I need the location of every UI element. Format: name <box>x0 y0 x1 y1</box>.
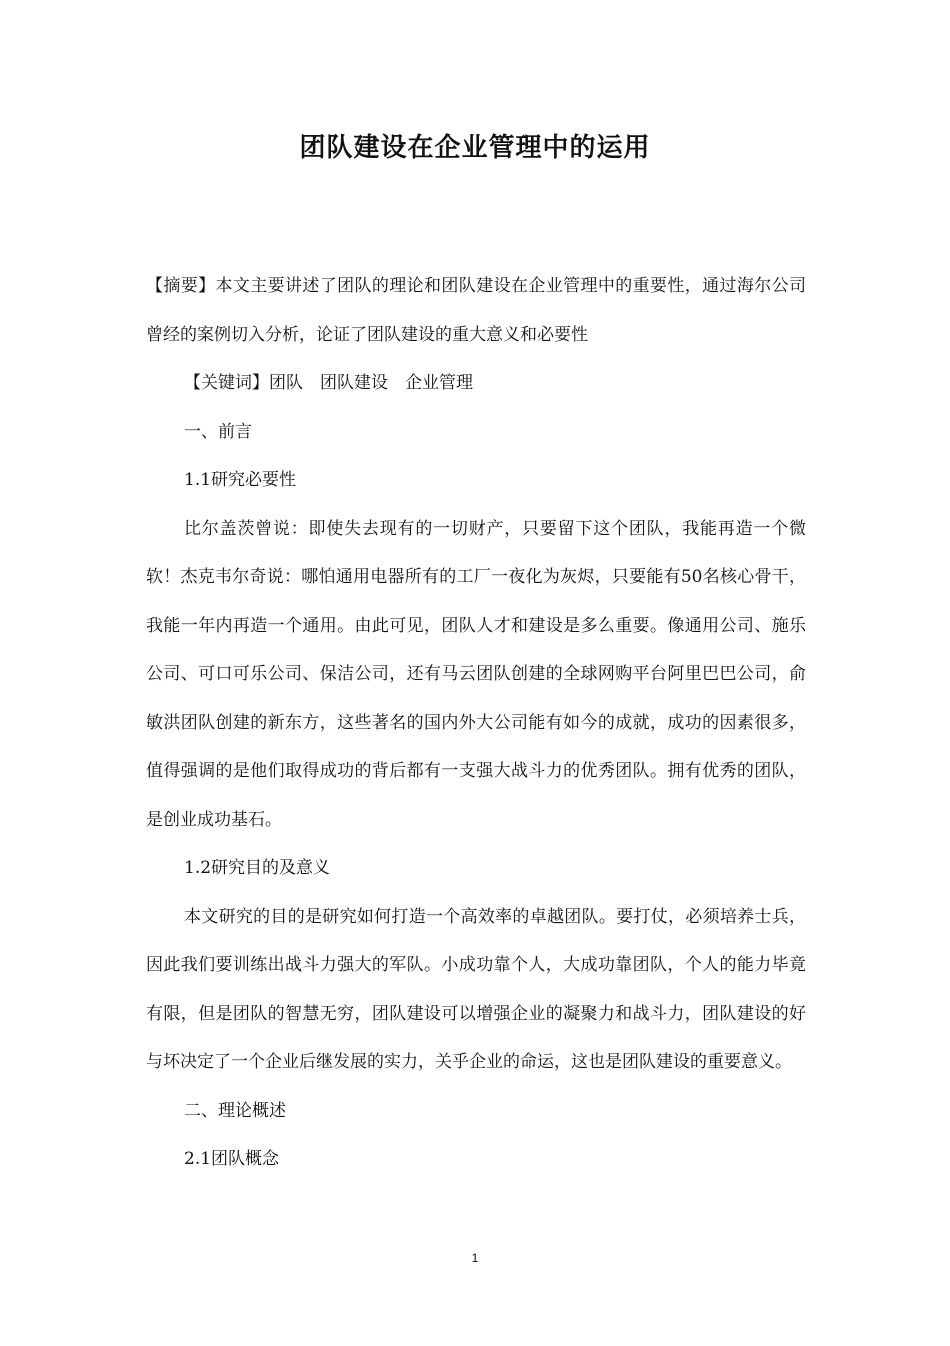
document-body <box>146 262 806 1184</box>
document-title: 团队建设在企业管理中的运用 <box>299 133 651 163</box>
section-heading-theory-overview: 二、理论概述 <box>184 1100 286 1121</box>
abstract-paragraph: 【摘要】本文主要讲述了团队的理论和团队建设在企业管理中的重要性，通过海尔公司曾经的案例切入分析，论证了团队建设的重大意义和必要性 <box>146 276 806 345</box>
subsection-heading-team-concept: 2.1团队概念 <box>184 1149 280 1169</box>
research-necessity-paragraph: 比尔盖茨曾说：即使失去现有的一切财产，只要留下这个团队，我能再造一个微软！杰克韦尔奇说：哪怕通用电器所有的工厂一夜化为灰烬，只要能有50名核心骨干，我能一年内再造一个通用。由此可见，团队人才和建设是多么重要。像通用公司、施乐公司、可口可乐公司、保洁公司，还有马云团队创建的全球网购平台阿里巴巴公司，俞敏洪团队创建的新东方，这些著名的国内外大公司能有如今的成就，成功的因素很多，值得强调的是他们取得成功的背后都有一支强大战斗力的优秀团队。拥有优秀的团队，是创业成功基石。 <box>146 518 806 830</box>
section-heading-introduction: 一、前言 <box>184 421 252 442</box>
subsection-heading-research-purpose: 1.2研究目的及意义 <box>184 858 331 878</box>
subsection-heading-research-necessity: 1.1研究必要性 <box>184 470 297 490</box>
research-purpose-paragraph: 本文研究的目的是研究如何打造一个高效率的卓越团队。要打仗，必须培养士兵，因此我们要训练出战斗力强大的军队。小成功靠个人，大成功靠团队，个人的能力毕竟有限，但是团队的智慧无穷，团队建设可以增强企业的凝聚力和战斗力，团队建设的好与坏决定了一个企业后继发展的实力，关乎企业的命运，这也是团队建设的重要意义。 <box>146 906 806 1072</box>
page-number: 1 <box>471 1251 479 1265</box>
keywords-paragraph: 【关键词】团队 团队建设 企业管理 <box>184 373 473 393</box>
